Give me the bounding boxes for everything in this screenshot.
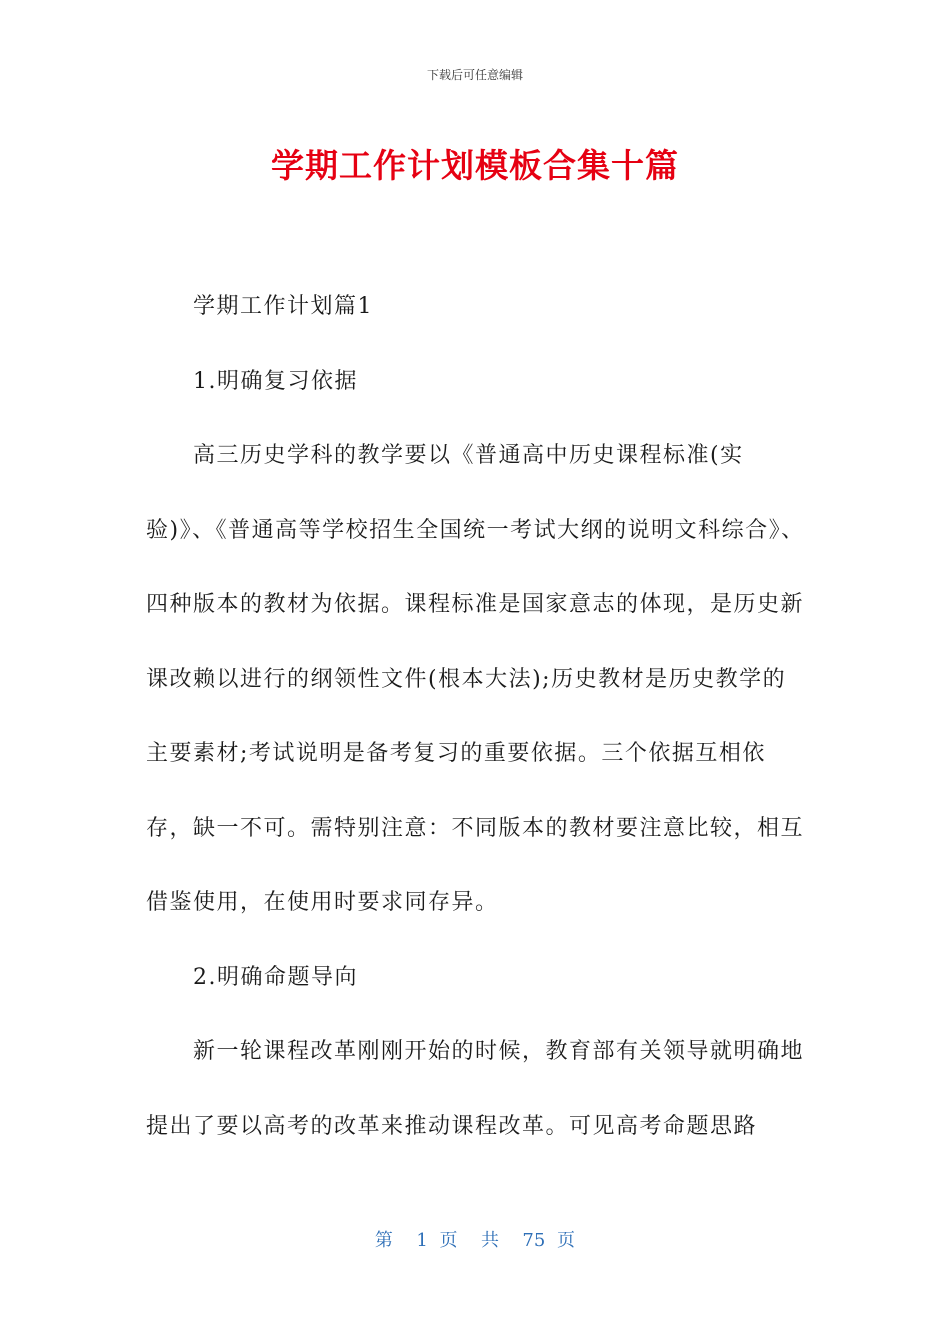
page-number-label: 第 1 页 共 75 页 (374, 1230, 576, 1251)
body-paragraph: 高三历史学科的教学要以《普通高中历史课程标准(实验)》、《普通高等学校招生全国统一考试大纲的说明文科综合》、四种版本的教材为依据。课程标准是国家意志的体现，是历史新课改赖以进行的纲领性文件(根本大法);历史教材是历史教学的主要素材;考试说明是备考复习的重要依据。三个依据互相依存，缺一不可。需特别注意：不同版本的教材要注意比较，相互借鉴使用，在使用时要求同存异。 (146, 443, 805, 915)
document-title: 学期工作计划模板合集十篇 (271, 146, 679, 185)
subsection-heading: 2.明确命题导向 (193, 964, 358, 990)
section-heading: 学期工作计划篇1 (193, 294, 373, 319)
document-body (146, 270, 806, 1164)
header-note: 下载后可任意编辑 (426, 68, 523, 82)
subsection-heading: 1.明确复习依据 (193, 368, 358, 394)
body-paragraph: 新一轮课程改革刚刚开始的时候，教育部有关领导就明确地提出了要以高考的改革来推动课程改革。可见高考命题思路 (146, 1039, 805, 1139)
page-number-footer (0, 1226, 950, 1252)
